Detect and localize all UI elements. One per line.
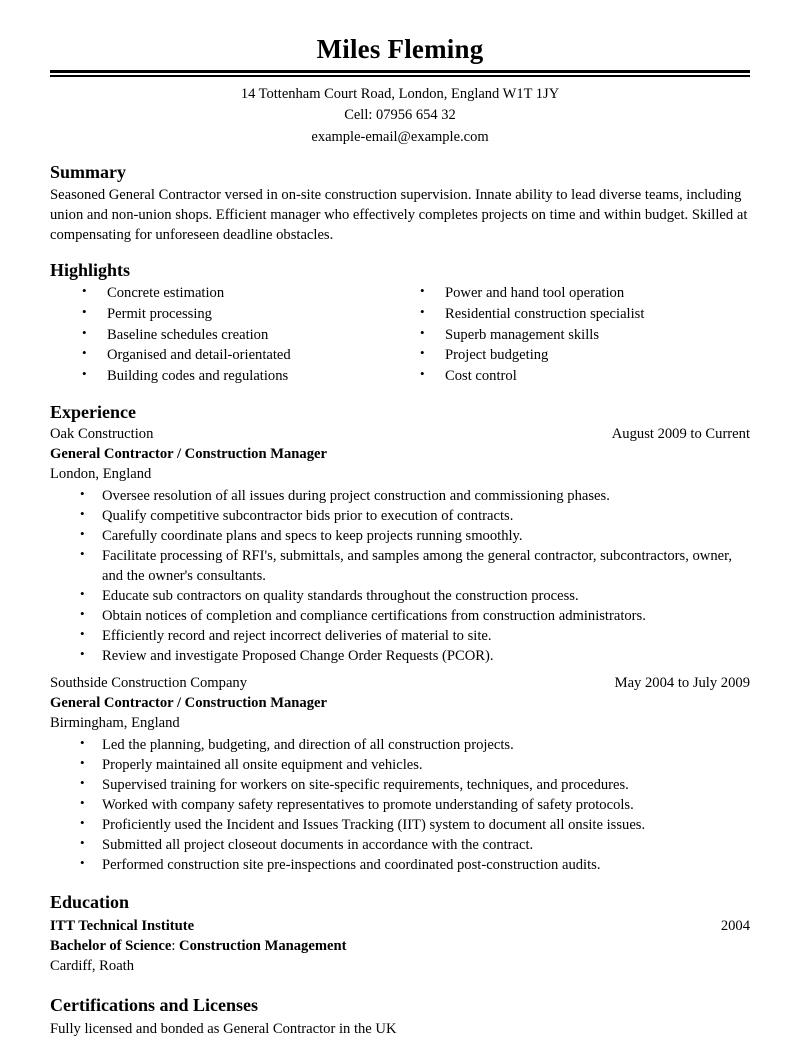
certifications-text: Fully licensed and bonded as General Contractor in the UK xyxy=(50,1020,397,1037)
list-item: • Proficiently used the Incident and Issues Tracking (IIT) system to document all onsite issues. xyxy=(80,815,750,835)
resume-header xyxy=(50,0,750,148)
employment-dates: August 2009 to Current xyxy=(611,426,750,443)
highlights-column-right xyxy=(400,283,750,387)
list-item: • Efficiently record and reject incorrect deliveries of material to site. xyxy=(80,626,750,646)
list-item: • Qualify competitive subcontractor bids prior to execution of contracts. xyxy=(80,506,750,526)
experience-company-row xyxy=(50,674,750,694)
list-item: • Permit processing xyxy=(82,304,400,325)
employment-dates: May 2004 to July 2009 xyxy=(614,675,750,692)
highlights-heading: Highlights xyxy=(50,259,131,280)
list-item: • Led the planning, budgeting, and direction of all construction projects. xyxy=(80,735,750,755)
list-item: • Power and hand tool operation xyxy=(420,283,750,304)
highlights-columns xyxy=(50,283,750,387)
job-location: London, England xyxy=(50,465,152,482)
degree-line xyxy=(50,936,750,956)
section-highlights xyxy=(50,259,750,387)
school-name: ITT Technical Institute xyxy=(50,917,195,934)
highlights-list-right xyxy=(420,283,750,387)
experience-heading: Experience xyxy=(50,401,136,422)
contact-phone: Cell: 07956 654 32 xyxy=(344,107,456,124)
section-education xyxy=(50,891,750,976)
section-experience xyxy=(50,401,750,876)
list-item: • Cost control xyxy=(420,366,750,387)
contact-email: example-email@example.com xyxy=(311,128,489,145)
section-certifications xyxy=(50,994,750,1039)
list-item: • Submitted all project closeout documents in accordance with the contract. xyxy=(80,835,750,855)
job-responsibilities-list xyxy=(50,486,750,667)
list-item: • Properly maintained all onsite equipment and vehicles. xyxy=(80,755,750,775)
highlights-column-left xyxy=(50,283,400,387)
education-heading: Education xyxy=(50,892,130,913)
list-item: • Obtain notices of completion and compliance certifications from construction administrators. xyxy=(80,606,750,626)
list-item: • Facilitate processing of RFI's, submittals, and samples among the general contractor, subcontractors, owner, and the owner's consultants. xyxy=(80,546,750,586)
job-title: General Contractor / Construction Manager xyxy=(50,695,327,712)
graduation-year: 2004 xyxy=(720,917,750,934)
list-item: • Residential construction specialist xyxy=(420,304,750,325)
list-item: • Concrete estimation xyxy=(82,283,400,304)
list-item: • Educate sub contractors on quality standards throughout the construction process. xyxy=(80,586,750,606)
list-item: • Performed construction site pre-inspections and coordinated post-construction audits. xyxy=(80,855,750,875)
experience-entry xyxy=(50,674,750,875)
candidate-name: Miles Fleming xyxy=(316,34,484,64)
summary-heading: Summary xyxy=(50,161,126,182)
section-summary xyxy=(50,161,750,246)
education-school-row xyxy=(50,916,750,936)
list-item: • Building codes and regulations xyxy=(82,366,400,387)
job-title: General Contractor / Construction Manager xyxy=(50,446,327,463)
degree-name: Bachelor of Science xyxy=(50,937,172,954)
job-location: Birmingham, England xyxy=(50,714,180,731)
company-name: Oak Construction xyxy=(50,426,154,443)
list-item: • Organised and detail-orientated xyxy=(82,345,400,366)
header-rule-thin xyxy=(50,75,750,77)
contact-address: 14 Tottenham Court Road, London, England W1T 1JY xyxy=(240,86,560,103)
summary-text: Seasoned General Contractor versed in on-site construction supervision. Innate ability to lead diverse teams, including union and non-union shops. Efficient manager who effectively completes projects on time and within budget. Skilled at compensating for unforeseen deadline obstacles. xyxy=(50,187,748,244)
list-item: • Project budgeting xyxy=(420,345,750,366)
experience-entry xyxy=(50,425,750,666)
contact-block xyxy=(50,84,750,147)
degree-separator: : xyxy=(171,937,180,954)
highlights-list-left xyxy=(82,283,400,387)
list-item: • Worked with company safety representatives to promote understanding of safety protocols. xyxy=(80,795,750,815)
company-name: Southside Construction Company xyxy=(50,675,248,692)
list-item: • Baseline schedules creation xyxy=(82,325,400,346)
list-item: • Superb management skills xyxy=(420,325,750,346)
school-location: Cardiff, Roath xyxy=(50,957,135,974)
certifications-heading: Certifications and Licenses xyxy=(50,995,258,1016)
list-item: • Carefully coordinate plans and specs to keep projects running smoothly. xyxy=(80,526,750,546)
list-item: • Review and investigate Proposed Change Order Requests (PCOR). xyxy=(80,646,750,666)
header-divider xyxy=(50,70,750,77)
list-item: • Oversee resolution of all issues during project construction and commissioning phases. xyxy=(80,486,750,506)
list-item: • Supervised training for workers on site-specific requirements, techniques, and procedures. xyxy=(80,775,750,795)
job-responsibilities-list xyxy=(50,735,750,875)
experience-company-row xyxy=(50,425,750,445)
degree-field: Construction Management xyxy=(179,937,347,954)
